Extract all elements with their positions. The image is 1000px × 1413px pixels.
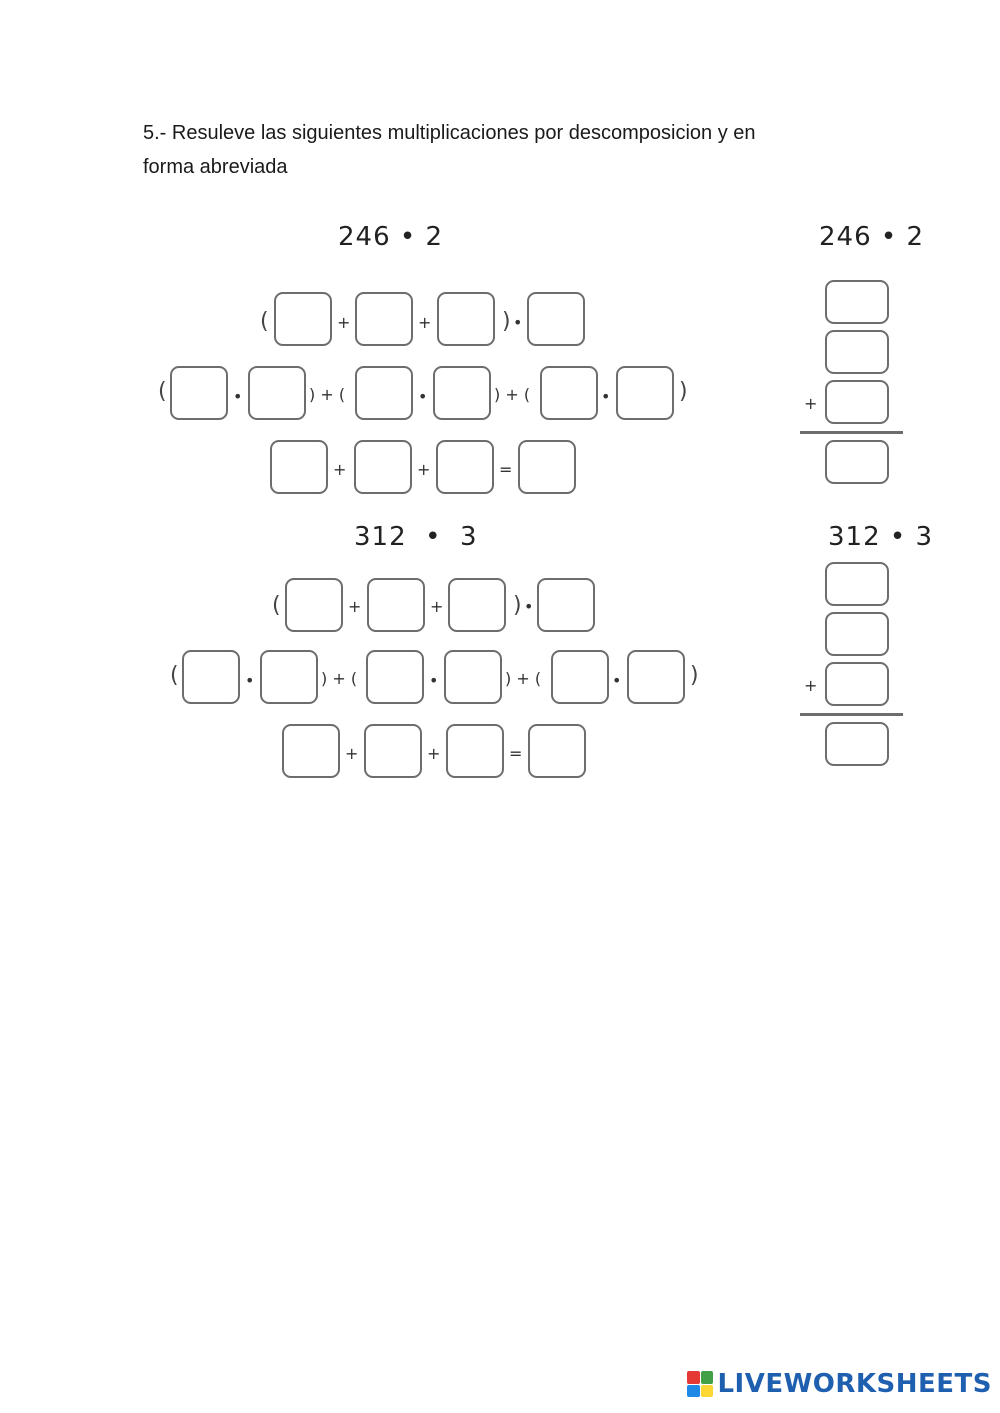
answer-box[interactable] bbox=[248, 366, 306, 420]
answer-box[interactable] bbox=[551, 650, 609, 704]
answer-box[interactable] bbox=[437, 292, 495, 346]
open-paren: ( bbox=[158, 379, 167, 404]
answer-box[interactable] bbox=[366, 650, 424, 704]
dot-sign: • bbox=[418, 387, 428, 406]
logo-mark-icon bbox=[687, 1371, 713, 1397]
answer-box[interactable] bbox=[825, 562, 889, 606]
answer-box[interactable] bbox=[537, 578, 595, 632]
answer-box[interactable] bbox=[825, 662, 889, 706]
result-box[interactable] bbox=[825, 440, 889, 484]
answer-box[interactable] bbox=[182, 650, 240, 704]
close-paren: ) bbox=[502, 309, 511, 334]
open-paren: ( bbox=[260, 309, 269, 334]
answer-box[interactable] bbox=[446, 724, 504, 778]
dot-sign: • bbox=[524, 597, 534, 616]
answer-box[interactable] bbox=[527, 292, 585, 346]
dot-sign: • bbox=[429, 671, 439, 690]
answer-box[interactable] bbox=[825, 280, 889, 324]
plus-sign: + bbox=[804, 394, 818, 413]
open-paren: ( bbox=[272, 593, 281, 618]
abbreviated-title: 246 • 2 bbox=[819, 222, 925, 252]
answer-box[interactable] bbox=[364, 724, 422, 778]
close-plus-open: ) + ( bbox=[505, 669, 542, 688]
answer-box[interactable] bbox=[260, 650, 318, 704]
instructions-line-1: 5.- Resuleve las siguientes multiplicaciones por descomposicion y en bbox=[143, 122, 756, 144]
equals-sign: = bbox=[499, 460, 513, 479]
answer-box[interactable] bbox=[355, 366, 413, 420]
close-paren: ) bbox=[513, 593, 522, 618]
answer-box[interactable] bbox=[540, 366, 598, 420]
logo-square-1 bbox=[687, 1371, 700, 1384]
plus-sign: + bbox=[417, 460, 431, 479]
plus-sign: + bbox=[804, 676, 818, 695]
decomposition-title: 312 • 3 bbox=[354, 522, 478, 552]
close-plus-open: ) + ( bbox=[309, 385, 346, 404]
answer-box[interactable] bbox=[436, 440, 494, 494]
plus-sign: + bbox=[348, 597, 362, 616]
instructions bbox=[143, 116, 843, 184]
answer-box[interactable] bbox=[444, 650, 502, 704]
result-box[interactable] bbox=[825, 722, 889, 766]
plus-sign: + bbox=[333, 460, 347, 479]
plus-sign: + bbox=[418, 313, 432, 332]
answer-box[interactable] bbox=[355, 292, 413, 346]
sum-line bbox=[800, 713, 903, 716]
answer-box[interactable] bbox=[354, 440, 412, 494]
logo-square-3 bbox=[687, 1385, 700, 1398]
answer-box[interactable] bbox=[170, 366, 228, 420]
dot-sign: • bbox=[513, 313, 523, 332]
sum-line bbox=[800, 431, 903, 434]
instructions-line-2: forma abreviada bbox=[143, 156, 288, 178]
logo-square-2 bbox=[701, 1371, 714, 1384]
answer-box[interactable] bbox=[825, 612, 889, 656]
logo-square-4 bbox=[701, 1385, 714, 1398]
answer-box[interactable] bbox=[627, 650, 685, 704]
decomposition-title: 246 • 2 bbox=[338, 222, 444, 252]
close-plus-open: ) + ( bbox=[494, 385, 531, 404]
answer-box[interactable] bbox=[433, 366, 491, 420]
close-paren: ) bbox=[679, 379, 688, 404]
open-paren: ( bbox=[170, 663, 179, 688]
answer-box[interactable] bbox=[825, 380, 889, 424]
dot-sign: • bbox=[612, 671, 622, 690]
answer-box[interactable] bbox=[285, 578, 343, 632]
dot-sign: • bbox=[601, 387, 611, 406]
answer-box[interactable] bbox=[518, 440, 576, 494]
answer-box[interactable] bbox=[825, 330, 889, 374]
liveworksheets-logo[interactable] bbox=[687, 1367, 992, 1401]
answer-box[interactable] bbox=[274, 292, 332, 346]
plus-sign: + bbox=[345, 744, 359, 763]
abbreviated-title: 312 • 3 bbox=[828, 522, 934, 552]
plus-sign: + bbox=[427, 744, 441, 763]
answer-box[interactable] bbox=[616, 366, 674, 420]
answer-box[interactable] bbox=[528, 724, 586, 778]
answer-box[interactable] bbox=[367, 578, 425, 632]
answer-box[interactable] bbox=[448, 578, 506, 632]
close-paren: ) bbox=[690, 663, 699, 688]
answer-box[interactable] bbox=[282, 724, 340, 778]
dot-sign: • bbox=[233, 387, 243, 406]
plus-sign: + bbox=[337, 313, 351, 332]
plus-sign: + bbox=[430, 597, 444, 616]
equals-sign: = bbox=[509, 744, 523, 763]
logo-text: LIVEWORKSHEETS bbox=[717, 1369, 992, 1399]
dot-sign: • bbox=[245, 671, 255, 690]
close-plus-open: ) + ( bbox=[321, 669, 358, 688]
answer-box[interactable] bbox=[270, 440, 328, 494]
